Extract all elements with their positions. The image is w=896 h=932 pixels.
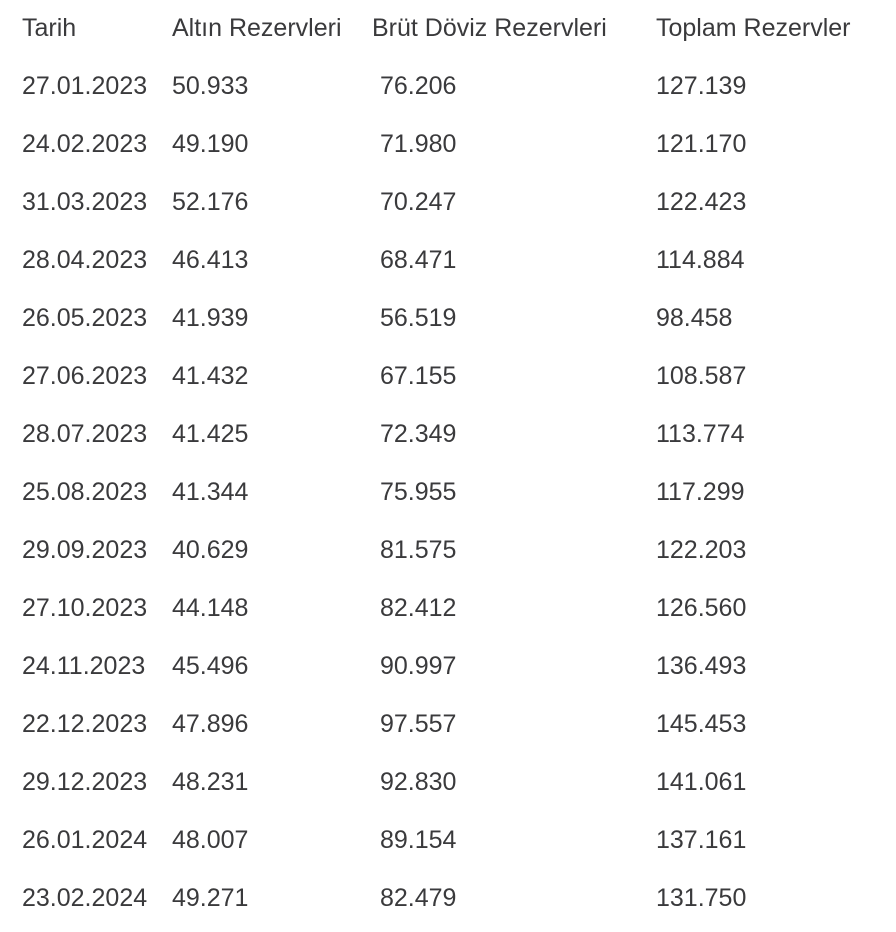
table-row — [0, 57, 896, 115]
cell-gross-fx-reserves: 72.349 — [380, 419, 457, 448]
table-header-row — [0, 0, 896, 57]
cell-gold-reserves: 52.176 — [172, 187, 249, 216]
cell-gross-fx-reserves: 81.575 — [380, 535, 457, 564]
table-row — [0, 289, 896, 347]
cell-date: 29.09.2023 — [22, 535, 148, 564]
cell-total-reserves: 122.423 — [656, 187, 747, 216]
cell-gold-reserves: 47.896 — [172, 709, 249, 738]
cell-total-reserves: 108.587 — [656, 361, 747, 390]
cell-total-reserves: 122.203 — [656, 535, 747, 564]
cell-date: 31.03.2023 — [22, 187, 148, 216]
cell-gross-fx-reserves: 71.980 — [380, 129, 457, 158]
cell-gold-reserves: 49.271 — [172, 883, 249, 912]
table-row — [0, 463, 896, 521]
cell-date: 25.08.2023 — [22, 477, 148, 506]
column-header-total-reserves: Toplam Rezervler — [656, 14, 851, 42]
cell-total-reserves: 136.493 — [656, 651, 747, 680]
cell-gross-fx-reserves: 92.830 — [380, 767, 457, 796]
cell-gold-reserves: 46.413 — [172, 245, 249, 274]
table-row — [0, 115, 896, 173]
cell-gross-fx-reserves: 56.519 — [380, 303, 457, 332]
table-row — [0, 405, 896, 463]
cell-total-reserves: 137.161 — [656, 825, 747, 854]
cell-date: 29.12.2023 — [22, 767, 148, 796]
cell-date: 23.02.2024 — [22, 883, 148, 912]
cell-gold-reserves: 48.231 — [172, 767, 249, 796]
table-row — [0, 347, 896, 405]
cell-date: 26.01.2024 — [22, 825, 148, 854]
cell-date: 28.04.2023 — [22, 245, 148, 274]
cell-gold-reserves: 41.939 — [172, 303, 249, 332]
cell-gross-fx-reserves: 75.955 — [380, 477, 457, 506]
table-row — [0, 811, 896, 869]
cell-date: 28.07.2023 — [22, 419, 148, 448]
cell-total-reserves: 114.884 — [656, 245, 745, 274]
cell-total-reserves: 121.170 — [656, 129, 747, 158]
cell-gross-fx-reserves: 82.479 — [380, 883, 457, 912]
cell-gold-reserves: 41.425 — [172, 419, 249, 448]
cell-gross-fx-reserves: 70.247 — [380, 187, 457, 216]
cell-total-reserves: 117.299 — [656, 477, 745, 506]
table-row — [0, 869, 896, 927]
cell-total-reserves: 126.560 — [656, 593, 747, 622]
cell-gross-fx-reserves: 82.412 — [380, 593, 457, 622]
table-row — [0, 579, 896, 637]
cell-gross-fx-reserves: 76.206 — [380, 71, 457, 100]
cell-gross-fx-reserves: 67.155 — [380, 361, 457, 390]
cell-total-reserves: 141.061 — [656, 767, 747, 796]
table-row — [0, 231, 896, 289]
table-row — [0, 753, 896, 811]
column-header-gold-reserves: Altın Rezervleri — [172, 14, 342, 42]
cell-gold-reserves: 49.190 — [172, 129, 249, 158]
table-row — [0, 173, 896, 231]
cell-date: 24.02.2023 — [22, 129, 148, 158]
cell-gross-fx-reserves: 89.154 — [380, 825, 457, 854]
column-header-gross-fx-reserves: Brüt Döviz Rezervleri — [372, 14, 607, 42]
table-row — [0, 695, 896, 753]
table-row — [0, 521, 896, 579]
table-row — [0, 637, 896, 695]
cell-total-reserves: 113.774 — [656, 419, 745, 448]
cell-gross-fx-reserves: 68.471 — [380, 245, 457, 274]
table-body — [0, 57, 896, 927]
cell-gold-reserves: 41.344 — [172, 477, 249, 506]
cell-date: 27.10.2023 — [22, 593, 148, 622]
cell-total-reserves: 145.453 — [656, 709, 747, 738]
cell-total-reserves: 98.458 — [656, 303, 733, 332]
cell-gold-reserves: 44.148 — [172, 593, 249, 622]
cell-gold-reserves: 50.933 — [172, 71, 249, 100]
table-header — [0, 0, 896, 57]
cell-date: 22.12.2023 — [22, 709, 148, 738]
cell-gold-reserves: 45.496 — [172, 651, 249, 680]
cell-date: 27.01.2023 — [22, 71, 148, 100]
cell-date: 26.05.2023 — [22, 303, 148, 332]
cell-gold-reserves: 48.007 — [172, 825, 249, 854]
cell-gold-reserves: 41.432 — [172, 361, 249, 390]
cell-date: 27.06.2023 — [22, 361, 148, 390]
cell-total-reserves: 131.750 — [656, 883, 747, 912]
cell-date: 24.11.2023 — [22, 651, 146, 680]
cell-gross-fx-reserves: 90.997 — [380, 651, 457, 680]
cell-total-reserves: 127.139 — [656, 71, 747, 100]
column-header-date: Tarih — [22, 14, 77, 42]
cell-gross-fx-reserves: 97.557 — [380, 709, 457, 738]
cell-gold-reserves: 40.629 — [172, 535, 249, 564]
